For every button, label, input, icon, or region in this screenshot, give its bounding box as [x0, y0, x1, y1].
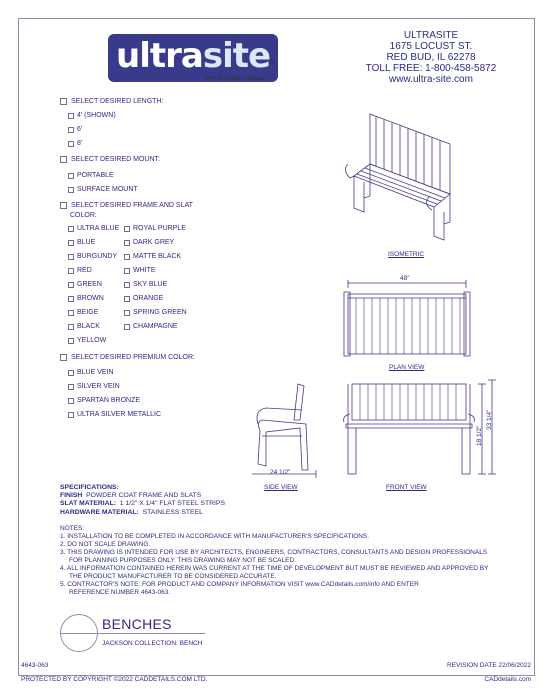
note-2: 2. DO NOT SCALE DRAWING.: [60, 541, 151, 548]
note-5-cont: REFERENCE NUMBER 4643-063.: [69, 589, 171, 596]
checkbox[interactable]: [124, 254, 130, 260]
checkbox[interactable]: [68, 324, 74, 330]
checkbox[interactable]: [68, 141, 74, 147]
length-checkbox[interactable]: [60, 98, 67, 105]
checkbox[interactable]: [68, 113, 74, 119]
logo-trademark: TM: [268, 60, 276, 66]
color-option[interactable]: ORANGE: [124, 295, 163, 302]
premium-heading[interactable]: SELECT DESIRED PREMIUM COLOR:: [60, 354, 195, 361]
color-option[interactable]: SKY BLUE: [124, 281, 167, 288]
color-option[interactable]: ROYAL PURPLE: [124, 225, 186, 232]
checkbox[interactable]: [68, 384, 74, 390]
checkbox[interactable]: [124, 240, 130, 246]
checkbox[interactable]: [68, 268, 74, 274]
color-option[interactable]: BROWN: [68, 295, 104, 302]
checkbox[interactable]: [124, 268, 130, 274]
plan-view-label: PLAN VIEW: [389, 364, 425, 371]
checkbox[interactable]: [124, 310, 130, 316]
total-height-dimension: 33 1/4": [486, 409, 493, 430]
length-option[interactable]: 8': [68, 140, 82, 147]
copyright: PROTECTED BY COPYRIGHT ©2022 CADDETAILS.COM LTD.: [21, 676, 208, 683]
checkbox[interactable]: [68, 127, 74, 133]
checkbox[interactable]: [68, 310, 74, 316]
mount-heading[interactable]: SELECT DESIRED MOUNT:: [60, 156, 160, 163]
length-option[interactable]: 6': [68, 126, 82, 133]
note-4-cont: THE PRODUCT MANUFACTURER TO BE CONSIDERED ACCURATE.: [69, 573, 277, 580]
color-option[interactable]: CHAMPAGNE: [124, 323, 178, 330]
color-option[interactable]: YELLOW: [68, 337, 106, 344]
premium-option[interactable]: BLUE VEIN: [68, 369, 114, 376]
color-heading[interactable]: SELECT DESIRED FRAME AND SLAT: [60, 202, 193, 209]
checkbox[interactable]: [124, 324, 130, 330]
color-option[interactable]: BLACK: [68, 323, 100, 330]
specifications: [60, 484, 225, 517]
finish-value: POWDER COAT FRAME AND SLATS: [86, 492, 202, 500]
checkbox[interactable]: [68, 338, 74, 344]
front-view-label: FRONT VIEW: [386, 484, 427, 491]
checkbox[interactable]: [124, 296, 130, 302]
mount-option[interactable]: SURFACE MOUNT: [68, 186, 138, 193]
slat-key: SLAT MATERIAL:: [60, 500, 117, 508]
slat-value: 1 1/2" X 1/4" FLAT STEEL STRIPS: [119, 500, 225, 508]
note-3-cont: FOR PLANNING PURPOSES ONLY. THIS DRAWING MAY NOT BE SCALED.: [69, 557, 296, 564]
note-5: 5. CONTRACTOR'S NOTE: FOR PRODUCT AND COMPANY INFORMATION VISIT www.CADdetails.com/info AND ENTER: [60, 581, 419, 588]
drawing-title: BENCHES: [102, 616, 172, 632]
checkbox[interactable]: [68, 254, 74, 260]
color-option[interactable]: BLUE: [68, 239, 95, 246]
checkbox[interactable]: [68, 412, 74, 418]
seat-height-dimension: 18 1/2": [476, 425, 483, 446]
finish-key: FINISH: [60, 492, 83, 500]
checkbox[interactable]: [68, 282, 74, 288]
checkbox[interactable]: [68, 370, 74, 376]
specs-title: SPECIFICATIONS:: [60, 484, 119, 491]
note-1: 1. INSTALLATION TO BE COMPLETED IN ACCORDANCE WITH MANUFACTURER'S SPECIFICATIONS.: [60, 533, 370, 540]
company-info: [356, 30, 506, 85]
logo-word-ultra: ultra: [116, 36, 203, 76]
note-4: 4. ALL INFORMATION CONTAINED HEREIN WAS CURRENT AT THE TIME OF DEVELOPMENT BUT MUST BE REVIEWED AND APPROVED BY: [60, 565, 489, 572]
hardware-key: HARDWARE MATERIAL:: [60, 508, 139, 516]
color-option[interactable]: DARK GREY: [124, 239, 174, 246]
note-3: 3. THIS DRAWING IS INTENDED FOR USE BY ARCHITECTS, ENGINEERS, CONTRACTORS, CONSULTANTS AND DESIGN PROFESSIONALS: [60, 549, 488, 556]
drawing-subtitle: JACKSON COLLECTION: BENCH: [102, 640, 203, 647]
ultrasite-logo: [108, 34, 278, 82]
color-heading-cont: COLOR:: [70, 212, 97, 219]
color-option[interactable]: BEIGE: [68, 309, 98, 316]
color-checkbox[interactable]: [60, 202, 67, 209]
premium-option[interactable]: ULTRA SILVER METALLIC: [68, 411, 161, 418]
side-view-drawing: [252, 380, 322, 480]
premium-option[interactable]: SPARTAN BRONZE: [68, 397, 140, 404]
company-address-1: 1675 LOCUST ST.: [389, 41, 473, 52]
length-option[interactable]: 4' (SHOWN): [68, 112, 116, 119]
company-phone: TOLL FREE: 1-800-458-5872: [365, 63, 497, 74]
company-web: www.ultra-site.com: [389, 74, 473, 85]
checkbox[interactable]: [68, 187, 74, 193]
width-dimension: 48": [400, 275, 410, 282]
mount-checkbox[interactable]: [60, 156, 67, 163]
depth-dimension: 24 1/2": [270, 469, 291, 476]
caddetails-link[interactable]: CADdetails.com: [484, 676, 531, 683]
revision-date: REVISION DATE 22/06/2022: [446, 662, 531, 669]
checkbox[interactable]: [68, 296, 74, 302]
isometric-drawing: [340, 104, 470, 244]
notes: [60, 525, 530, 597]
premium-checkbox[interactable]: [60, 354, 67, 361]
color-option[interactable]: RED: [68, 267, 92, 274]
checkbox[interactable]: [68, 398, 74, 404]
color-option[interactable]: ULTRA BLUE: [68, 225, 119, 232]
mount-option[interactable]: PORTABLE: [68, 172, 114, 179]
company-name: ULTRASITE: [403, 30, 459, 41]
color-option[interactable]: GREEN: [68, 281, 102, 288]
checkbox[interactable]: [68, 226, 74, 232]
side-view-label: SIDE VIEW: [264, 484, 298, 491]
plan-view-drawing: [342, 280, 472, 360]
color-option[interactable]: MATTE BLACK: [124, 253, 181, 260]
color-option[interactable]: WHITE: [124, 267, 156, 274]
premium-option[interactable]: SILVER VEIN: [68, 383, 120, 390]
company-address-2: RED BUD, IL 62278: [386, 52, 476, 63]
logo-word-site: site: [202, 36, 271, 76]
color-option[interactable]: BURGUNDY: [68, 253, 117, 260]
notes-title: NOTES:: [60, 525, 85, 532]
checkbox[interactable]: [68, 173, 74, 179]
reference-number: 4643-063: [21, 662, 49, 669]
checkbox[interactable]: [68, 240, 74, 246]
checkbox[interactable]: [124, 226, 130, 232]
color-option[interactable]: SPRING GREEN: [124, 309, 187, 316]
checkbox[interactable]: [124, 282, 130, 288]
length-heading[interactable]: SELECT DESIRED LENGTH:: [60, 98, 163, 105]
isometric-label: ISOMETRIC: [388, 251, 425, 258]
hardware-value: STAINLESS STEEL: [142, 508, 203, 516]
logo-subtitle: A PLAYCORE Company: [206, 76, 266, 82]
title-divider: [60, 633, 205, 634]
